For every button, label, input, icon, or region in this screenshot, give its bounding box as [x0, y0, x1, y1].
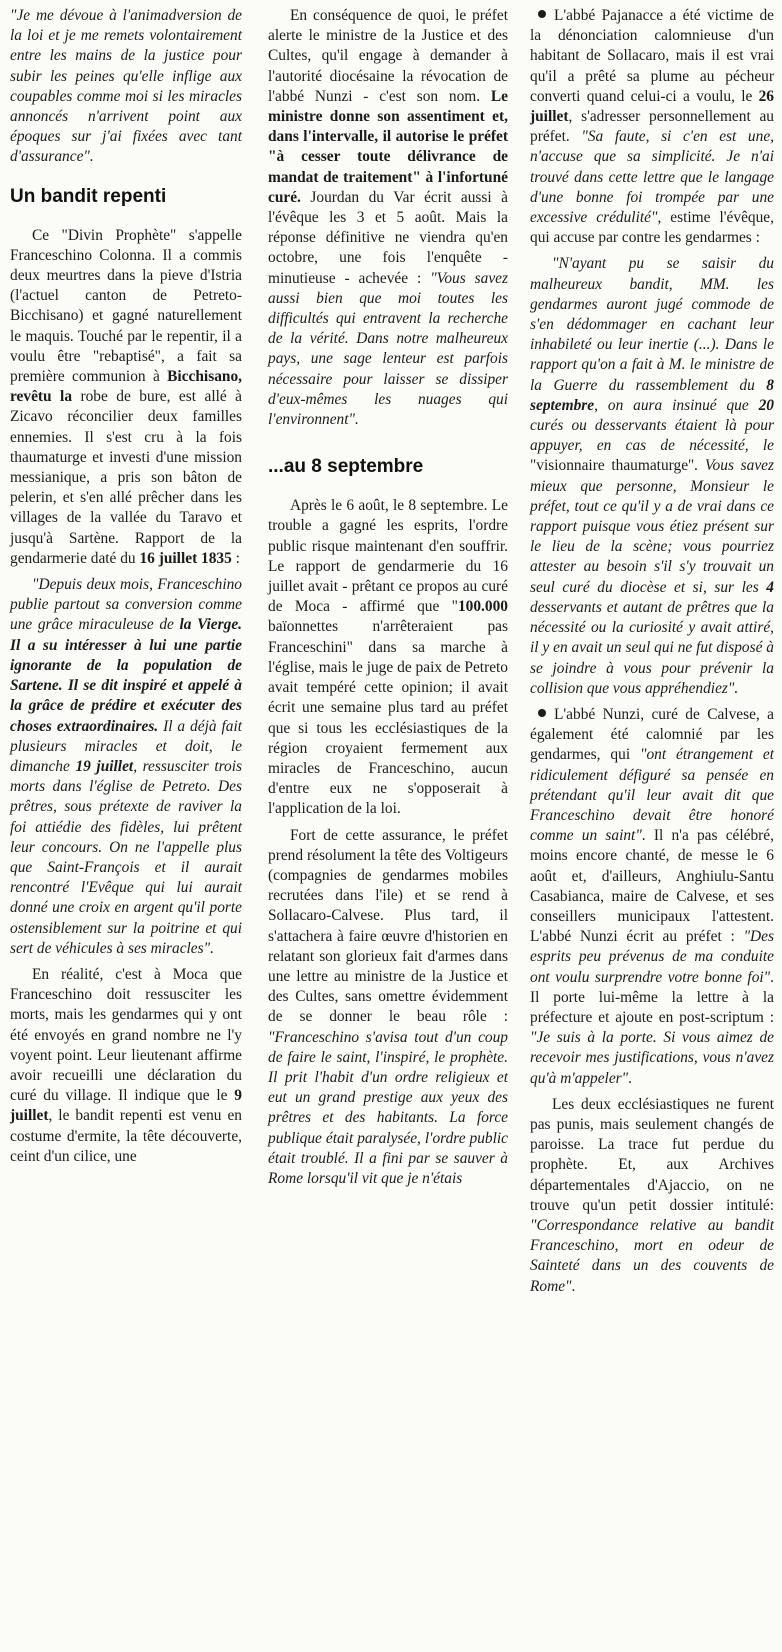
- column-3: [530, 6, 774, 1303]
- section-heading-september: ...au 8 septembre: [268, 456, 424, 478]
- quote-ending: "Je me dévoue à l'animadversion de la loi et je me remets volontairement entre les mains de la justice pour subir les peines qu'elle inflige aux coupables comme moi si les miracles annoncés n'arrivent point aux époques sur j'ai fixées avec tant d'assurance".: [10, 7, 242, 166]
- gendarmerie-report-quote: "Depuis deux mois, Franceschino publie partout sa conversion comme une grâce miraculeuse de la Vierge. Il a su intéresser à lui une partie ignorante de la population de Sartene. Il se dit inspiré et appelé à la grâce de prédire et exécuter des choses extraordinaires. Il a déjà fait plusieurs miracles et doit, le dimanche 19 juillet, ressusciter trois morts dans l'église de Petreto. Des prêtres, sous prétexte de raviver la foi attiédie des fidèles, lui prêtent leur concours. On ne l'appelle plus que Saint-François et il aurait rencontré l'Evêque qui lui aurait donné une croix en argent qu'il porte ostensiblement sur la poitrine et qui sert de véhicules à ses miracles".: [10, 576, 243, 957]
- paragraph-after-august: Après le 6 août, le 8 septembre. Le trouble a gagné les esprits, l'ordre public risque maintenant d'en souffrir. Le rapport de gendarmerie du 16 juillet avait - prêtant ce propos au curé de Moca - affirmé que "100.000 baïonnettes n'arrêteraient pas Franceschini" dans sa marche à l'église, mais le juge de paix de Petreto avait tempéré cette opinion; il avait écrit une semaine plus tard au préfet que si tous les ecclésiastiques de la région croyaient fermement aux miracles de Franceschino, aucun d'entre eux ne s'opposerait à l'application de la loi.: [268, 497, 508, 818]
- column-1: [10, 6, 242, 1173]
- paragraph-prefect: En conséquence de quoi, le préfet alerte le ministre de la Justice et des Cultes, qu'il engage à demander à l'autorité diocésaine la révocation de l'abbé Nunzi - c'est son nom. Le ministre donne son assentiment et, dans l'intervalle, il autorise le préfet "à cesser toute délivrance de mandat de traitement" à l'infortuné curé. Jourdan du Var écrit aussi à l'évêque les 3 et 5 août. Mais la réponse définitive ne viendra qu'en octobre, une fois l'enquête - minutieuse - achevée : "Vous savez aussi bien que moi toutes les difficultés qui entravent la recherche de la vérité. Dans notre malheureux pays, une sage lenteur est parfois nécessaire pour laisser se dissiper d'eux-mêmes les nuages qui l'environnent".: [268, 7, 508, 429]
- section-heading-bandit: Un bandit repenti: [10, 185, 167, 207]
- paragraph-conclusion: Les deux ecclésiastiques ne furent pas punis, mais seulement changés de paroisse. La trace fut perdue du prophète. Et, aux Archives départementales d'Ajaccio, on ne trouve qu'un petit dossier intitulé: "Correspondance relative au bandit Franceschino, mort en odeur de Sainteté dans un des couvents de Rome".: [530, 1095, 774, 1295]
- column-2: [268, 6, 508, 1195]
- paragraph-voltigeurs: Fort de cette assurance, le préfet prend résolument la tête des Voltigeurs (compagnies de gendarmes mobiles recrutées dans l'ile) et se rend à Sollacaro-Calvese. Plus tard, il s'attachera à faire œuvre d'historien en relatant son glorieux fait d'armes dans une lettre au ministre de la Justice et des Cultes, sans omettre évidemment de se donner le beau rôle : "Franceschino s'avisa tout d'un coup de faire le saint, l'inspiré, le prophète. Il prit l'habit d'un ordre religieux et eut un grand prestige aux yeux des prêtres et des habitants. La force publique était paralysée, l'ordre public était troublé. Il a fini par se sauver à Rome lorsqu'il vit que je n'étais: [268, 826, 508, 1187]
- bullet-icon: [538, 10, 546, 18]
- bishop-letter-quote: "N'ayant pu se saisir du malheureux bandit, MM. les gendarmes auront jugé commode de s'en dédommager en cachant leur inhabileté ou leur inertie (...). Dans le rapport qu'on a fait à M. le ministre de la Guerre du rassemblement du 8 septembre, on aura insinué que 20 curés ou desservants étaient là pour appuyer, en cas de nécessité, le "visionnaire thaumaturge". Vous savez mieux que personne, Monsieur le préfet, tout ce qu'il y a de vrai dans ce rapport puisque vous étiez présent sur le lieu de la scène; vous pourriez attester au besoin s'il s'y trouvait un seul curé du diocèse et si, sur les 4 desservants et autant de prêtres que la nécessité ou la curiosité y avait attiré, il y en avait un seul qui ne fut disposé à se joindre à vous pour prévenir la collision que vous appréhendiez".: [530, 255, 774, 697]
- paragraph-abbe-nunzi: L'abbé Nunzi, curé de Calvese, a également été calomnié par les gendarmes, qui "ont étrangement et ridiculement défiguré sa pensée en prétendant qu'il leur avait dit que Franceschino devait être honoré comme un saint". Il n'a pas célébré, moins encore chanté, de messe le 6 août et, d'ailleurs, Anghiulu-Santu Casabianca, maire de Calvese, et ses conseillers municipaux l'attestent. L'abbé Nunzi écrit au préfet : "Des esprits peu prévenus de ma conduite ont voulu surprendre votre bonne foi". Il porte lui-même la lettre à la préfecture et ajoute en post-scriptum : "Je suis à la porte. Si vous aimez de recevoir mes justifications, vous n'avez qu'à m'appeler".: [530, 705, 774, 1087]
- paragraph-bandit-intro: Ce "Divin Prophète" s'appelle Franceschino Colonna. Il a commis deux meurtres dans la pieve d'Istria (l'actuel canton de Petreto-Bicchisano) et gagné naturellement le maquis. Touché par le repentir, il a voulu être "rebaptisé", a fait sa première communion à Bicchisano, revêtu la robe de bure, est allé à Zicavo réconcilier deux familles ennemies. Il s'est cru à la fois thaumaturge et investi d'une mission messianique, a pris son bâton de pelerin, et s'en allé prêcher dans les villages de la vallée du Taravo et jusqu'à Sartène. Rapport de la gendarmerie daté du 16 juillet 1835 :: [10, 226, 242, 567]
- paragraph-abbe-pajanacce: L'abbé Pajanacce a été victime de la dénonciation calomnieuse d'un habitant de Sollacaro, mais il est vrai qu'il a prêté sa plume au pécheur converti quand celui-ci a voulu, le 26 juillet, s'adresser personnellement au préfet. "Sa faute, si c'en est une, n'accuse que sa simplicité. Je n'ai trouvé dans cette lettre que le langage d'une bonne foi trompée par une excessive crédulité", estime l'évêque, qui accuse par contre les gendarmes :: [530, 7, 774, 247]
- paragraph-moca: En réalité, c'est à Moca que Franceschino doit ressusciter les morts, mais les gendarmes qui y ont été envoyés en grand nombre ne l'y voyent point. Leur lieutenant affirme avoir recueilli une déclaration du curé du village. Il indique que le 9 juillet, le bandit repenti est venu en costume d'ermite, la tête découverte, ceint d'un cilice, une: [10, 965, 242, 1165]
- bullet-icon: [538, 709, 546, 717]
